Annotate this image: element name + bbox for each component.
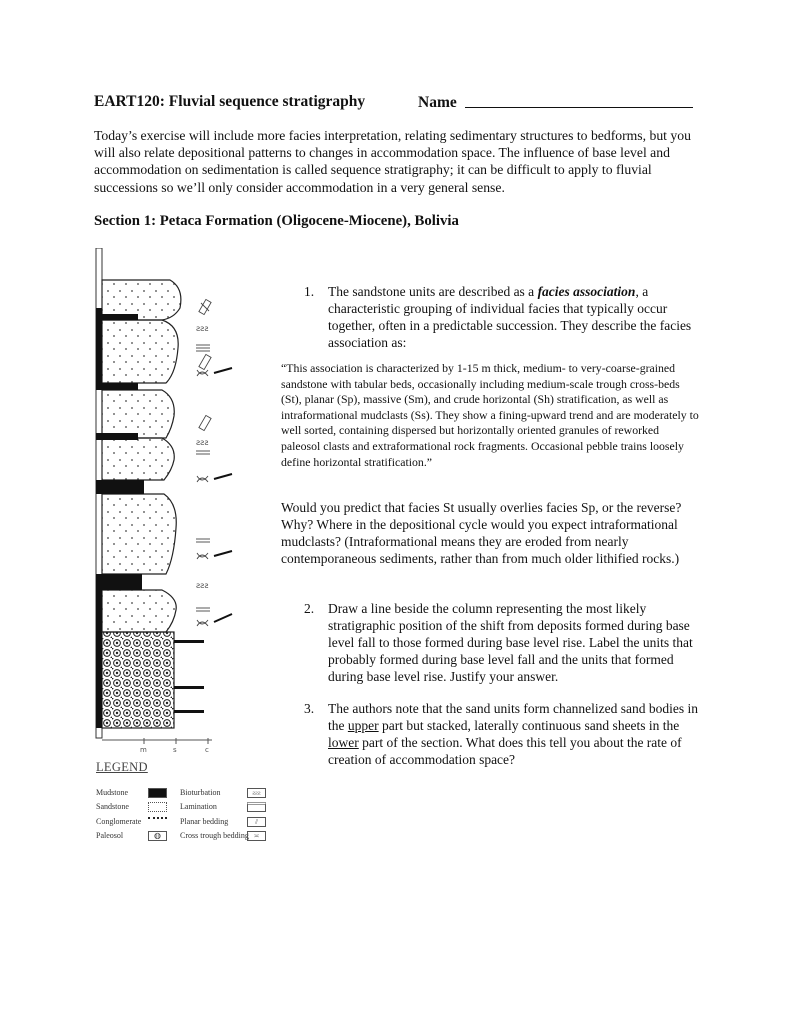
question-2-text: Draw a line beside the column representing the most likely stratigraphic position of the shift from deposits formed during base level fall to those formed during base level rise. Label the units that probably formed during base level fall and the units that formed during base level rise. Justify your answer. xyxy=(328,601,693,684)
scale-label-s: s xyxy=(173,746,177,754)
sand-unit-6 xyxy=(102,590,176,632)
facies-association-term: facies association xyxy=(537,284,636,299)
cross-trough-bedding-symbol xyxy=(197,551,232,559)
legend-title: LEGEND xyxy=(96,760,148,774)
lower-term: lower xyxy=(328,735,359,750)
legend-item-mudstone: Mudstone xyxy=(96,788,128,797)
sandstone-swatch xyxy=(148,802,167,812)
conglomerate-swatch xyxy=(148,817,167,821)
planar-bedding-symbol xyxy=(199,299,211,314)
section-1-heading: Section 1: Petaca Formation (Oligocene-Miocene), Bolivia xyxy=(94,213,459,229)
figure-legend xyxy=(96,760,261,840)
upper-term: upper xyxy=(347,718,379,733)
lamination-symbol xyxy=(196,345,210,351)
svg-text:ƨƨƨ: ƨƨƨ xyxy=(196,324,209,333)
structure-symbols xyxy=(196,299,232,626)
question-1: 1. The sandstone units are described as a facies association, a characteristic grouping of individual facies that typically occur together, often in a predictable succession. They describe the facies association as: xyxy=(304,284,692,350)
sand-unit-2 xyxy=(102,320,178,383)
question-2 xyxy=(304,600,708,685)
lamination-symbol xyxy=(247,802,266,812)
svg-text:ƨƨƨ: ƨƨƨ xyxy=(196,581,209,590)
lamination-symbol xyxy=(196,451,210,454)
intro-paragraph: Today’s exercise will include more facies interpretation, relating sedimentary structures to bedforms, but you will also relate depositional patterns to changes in accommodation space. The influence of base level and accommodation on sedimentation is called sequence stratigraphy; it can be difficult to apply to fluvial successions so we’ll only consider accommodation in a very general sense. xyxy=(94,128,691,195)
name-blank-line[interactable] xyxy=(465,93,693,108)
question-2-number: 2. xyxy=(304,601,315,616)
question-1-followup: Would you predict that facies St usually overlies facies Sp, or the reverse? Why? Where in the depositional cycle would you expect intraformational mudclasts? (Intraformational means they are eroded from nearly contemporaneous sediments, rather than from much older lithified rocks.) xyxy=(281,500,682,566)
legend-item-cross-trough-bedding: Cross trough bedding xyxy=(180,831,249,840)
cross-trough-bedding-symbol: ≍ xyxy=(247,831,266,841)
cross-trough-bedding-symbol xyxy=(197,614,232,626)
planar-bedding-symbol xyxy=(199,415,211,430)
name-field[interactable] xyxy=(418,93,693,112)
question-3-number: 3. xyxy=(304,701,315,716)
cross-trough-bedding-symbol xyxy=(197,368,232,376)
lamination-symbol xyxy=(196,539,210,542)
sand-unit-4 xyxy=(102,438,174,480)
legend-item-bioturbation: Bioturbation xyxy=(180,788,221,797)
question-1-number: 1. xyxy=(304,284,315,299)
legend-item-lamination: Lamination xyxy=(180,802,217,811)
planar-bedding-symbol xyxy=(199,354,211,369)
scale-label-m: m xyxy=(140,746,147,754)
facies-description-quote: “This association is characterized by 1-15 m thick, medium- to very-coarse-grained sandstone with tabular beds, occasionally including medium-scale trough cross-beds (St), planar (Sp), massive (Sm), and crude horizontal (Sh) stratification, as well as intraformational mudclasts (Ss). They show a fining-upward trend and are moderately to well sorted, containing dispersed but horizontally oriented granules of reworked paleosol clasts and extraformational rock fragments. Occasional pebble trains loosely define horizontal stratification.” xyxy=(281,361,699,469)
mudstone-swatch xyxy=(148,788,167,798)
name-label: Name xyxy=(418,94,457,111)
question-3: 3. The authors note that the sand units form channelized sand bodies in the upper part but stacked, laterally continuous sand sheets in the lower part of the section. What does this tell you about the rate of creation of accommodation space? xyxy=(304,701,699,767)
cross-trough-bedding-symbol xyxy=(197,474,232,482)
sand-unit-5 xyxy=(102,494,176,574)
stratigraphic-column-figure xyxy=(92,248,272,758)
bioturbation-symbol: ƨƨƨ xyxy=(247,788,266,798)
legend-item-conglomerate: Conglomerate xyxy=(96,817,142,826)
legend-item-paleosol: Paleosol xyxy=(96,831,124,840)
conglomerate-unit xyxy=(102,632,174,728)
legend-item-planar-bedding: Planar bedding xyxy=(180,817,229,826)
paleosol-swatch: ◍ xyxy=(148,831,167,841)
lamination-symbol xyxy=(196,608,210,611)
planar-bedding-symbol: ⫽ xyxy=(247,817,266,827)
sand-unit-3 xyxy=(102,390,174,438)
worksheet-title: EART120: Fluvial sequence stratigraphy xyxy=(94,93,366,110)
scale-label-c: c xyxy=(205,746,209,754)
svg-text:ƨƨƨ: ƨƨƨ xyxy=(196,438,209,447)
legend-item-sandstone: Sandstone xyxy=(96,802,129,811)
